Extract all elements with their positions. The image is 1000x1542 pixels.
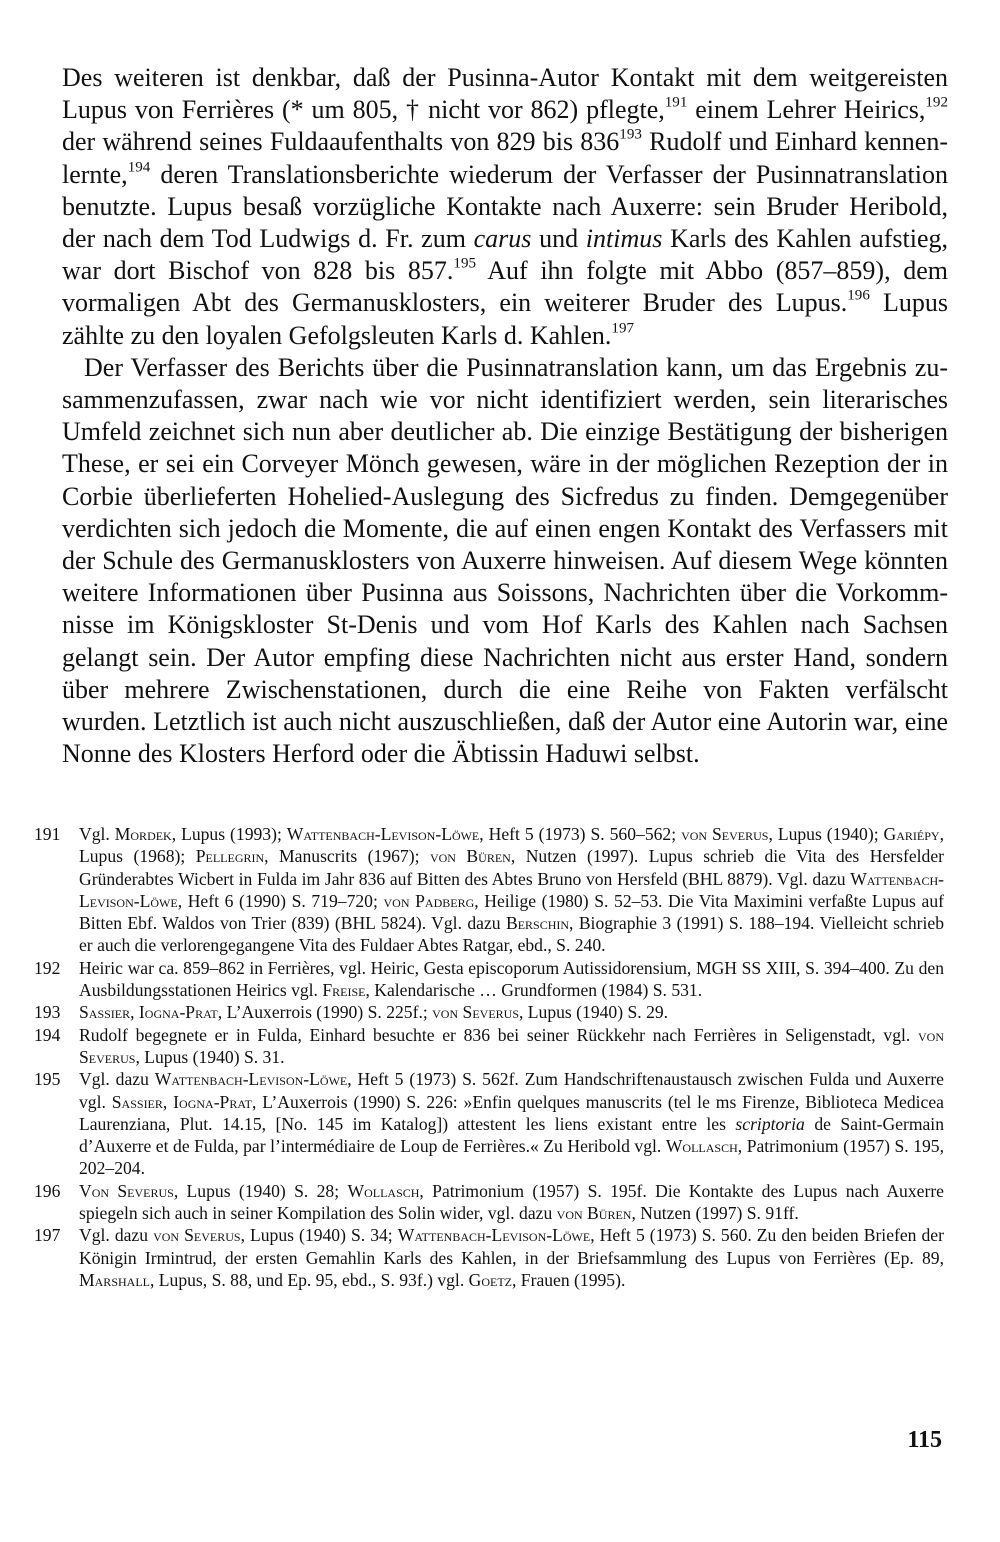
paragraph-text: Karls des Kahlen aufstieg, war dort Bischof von 828 bis 857. [62,224,949,286]
footnote-text: Rudolf begegnete er in Fulda, Einhard besuchte er 836 bei seiner Rückkehr nach Ferrières in Seligenstadt, vgl. [79,1024,918,1045]
footnote-author-name: von Severus [681,824,769,844]
footnote-194 [34,1024,944,1069]
footnote-text: , L’Auxerrois (1990) S. 226: »Enfin quelques manuscrits (tel le ms Firenze, Biblioteca Medicea Laurenziana, Plut. 14.15, [No. 145 im Katalog]) attestent les liens existant entre les [79,1091,944,1134]
paragraph-text: einem Lehrer Heirics, [687,95,926,125]
footnote-text: , Patrimonium (1957) S. 195, 202–204. [79,1136,945,1179]
footnote-191 [34,823,944,957]
footnote-italic: scriptoria [735,1113,805,1134]
footnote-author-name: Goetz [468,1269,512,1290]
footnote-number: 196 [34,1180,61,1201]
footnote-number: 195 [34,1069,61,1090]
footnote-text: , Heft 5 (1973) S. 560–562; [479,824,682,844]
footnote-text: , L’Auxerrois (1990) S. 225f.; [217,1002,433,1023]
footnote-text: Vgl. dazu [79,1069,155,1090]
footnote-author-name: von Padberg [383,890,475,911]
paragraph-text: Des weiteren ist denkbar, daß der Pusinna-Autor Kontakt mit dem weitgereisten Lupus von Ferrières (* um 805, † nicht vor 862) pflegte, [62,63,948,125]
footnote-text: de Saint-Germain d’Auxerre et de Fulda, par l’intermédiaire de Loup de Ferrières.« Zu Heribold vgl. [79,1113,944,1157]
footnote-text: , Lupus (1940) S. 31. [135,1046,285,1067]
footnote-number: 197 [34,1225,61,1246]
footnote-author-name: Mordek [114,824,172,844]
italic-term: intimus [585,224,663,254]
footnote-195 [34,1068,944,1179]
footnote-author-name: Wattenbach-Levison-Löwe [286,824,480,844]
footnote-text: , Lupus (1940) S. 29. [519,1002,669,1023]
footnote-192 [34,957,944,1002]
footnote-author-name: Wollasch [665,1136,738,1157]
footnote-author-name: von Büren [556,1203,632,1224]
footnote-author-name: Wattenbach-Levison-Löwe [397,1225,591,1246]
footnote-number: 193 [34,1002,61,1023]
footnote-author-name: Wattenbach-Levison-Löwe [154,1069,348,1090]
footnote-text: , Frauen (1995). [512,1269,626,1290]
footnote-text: , Heilige (1980) S. 52–53. Die Vita Maximini verfaßte Lupus auf Bitten Ebf. Waldos von Trier (839) (BHL 5824). Vgl. dazu [79,890,944,934]
footnote-author-name: Pellegrin [195,846,265,867]
footnote-text: , Nutzen (1997). Lupus schrieb die Vita des Hersfelder Gründerabtes Wicbert in Fulda im Jahr 836 auf Bitten des Abtes Bruno von Hersfeld (BHL 8879). Vgl. dazu [79,846,944,889]
footnote-reference: 196 [847,288,870,305]
page-number: 115 [907,1427,942,1453]
footnote-number: 192 [34,957,61,978]
footnote-text: , Lupus (1940) S. 34; [240,1225,398,1246]
paragraph-text: Auf ihn folgte mit Abbo (857–859), dem vormaligen Abt des Germanusklosters, ein weiterer Bruder des Lupus. [62,256,948,318]
footnote-author-name: Von Severus [79,1180,174,1201]
italic-term: carus [473,224,532,254]
footnote-193 [34,1001,944,1023]
footnote-text: , Manuscrits (1967); [264,846,430,867]
footnote-number: 191 [34,824,61,844]
footnote-text: , Lupus (1940) S. 28; [173,1180,348,1201]
paragraph-text: deren Translationsberichte wiederum der Verfasser der Pusinnatranslation benutzte. Lupus besaß vorzügliche Kontakte nach Auxerre: sein Bruder Heribold, der nach dem Tod Ludwigs d. Fr. zum [62,159,948,254]
footnote-author-name: Gariépy [883,824,940,844]
footnote-196 [34,1180,944,1225]
footnote-text: , Lupus (1993); [171,824,287,844]
footnote-reference: 194 [127,159,151,176]
footnote-text: , Heft 5 (1973) S. 560. Zu den beiden Briefen der Königin Irmintrud, der ersten Gemahlin Karls des Kahlen, in der Briefsammlung des Lupus von Ferrières (Ep. 89, [79,1225,944,1268]
footnote-author-name: Freise [322,980,366,1001]
footnote-number: 194 [34,1024,61,1045]
footnote-author-name: Sassier, Iogna-Prat [111,1091,253,1112]
footnote-text: , Lupus, S. 88, und Ep. 95, ebd., S. 93f.) vgl. [149,1269,469,1290]
paragraph-text: der während seines Fuldaaufenthalts von 829 bis 836 [62,127,620,157]
footnote-reference: 192 [925,94,948,111]
footnote-text: , Nutzen (1997) S. 91ff. [631,1203,799,1224]
footnote-author-name: von Severus [432,1002,519,1023]
footnote-author-name: von Severus [153,1225,241,1246]
footnote-text: , Lupus (1940); [768,824,884,844]
footnote-author-name: von Severus [79,1024,944,1067]
footnote-text: , Heft 5 (1973) S. 562f. Zum Handschriftenaustausch zwischen Fulda und Auxerre vgl. [79,1069,944,1112]
paragraph-text: Rudolf und Einhard kennenlernte, [62,127,949,189]
footnote-text: Heiric war ca. 859–862 in Ferrières, vgl. Heiric, Gesta episcoporum Autissidorensium, MGH SS XIII, S. 394–400. Zu den Ausbildungsstationen Heirics vgl. [79,957,944,1001]
footnote-reference: 191 [664,94,688,111]
footnote-reference: 193 [619,127,642,144]
footnote-author-name: Wollasch [347,1180,420,1201]
footnotes-section [34,823,944,1291]
footnote-text: , Patrimonium (1957) S. 195f. Die Kontakte des Lupus nach Auxerre spiegeln sich auch in seiner Kompilation des Solin wider, vgl. dazu [79,1180,944,1224]
footnote-text: , Heft 6 (1990) S. 719–720; [177,890,384,911]
footnote-reference: 197 [611,320,635,337]
paragraph-text: und [531,224,586,254]
footnote-text: , Biographie 3 (1991) S. 188–194. Vielleicht schrieb er auch die verlorengegangene Vita des Fuldaer Abtes Ratgar, ebd., S. 240. [79,913,944,956]
footnote-text: Vgl. dazu [79,1225,154,1246]
paragraph-text: Lupus zählte zu den loyalen Gefolgsleuten Karls d. Kahlen. [62,288,949,350]
footnote-author-name: Marshall [79,1269,150,1290]
footnote-author-name: Berschin [505,913,570,934]
body-paragraph-2: Der Verfasser des Berichts über die Pusinnatranslation kann, um das Ergebnis zusammenzufassen, zwar nach wie vor nicht identifiziert werden, sein literarisches Umfeld zeichnet sich nun aber deutlicher ab. Die einzige Bestätigung der bisherigen These, er sei ein Corveyer Mönch gewesen, wäre in der möglichen Rezeption der in Corbie überlieferten Hohelied-Auslegung des Sicfredus zu finden. Demgegenüber verdichten sich jedoch die Momente, die auf einen engen Kontakt des Verfassers mit der Schule des Germanusklosters von Auxerre hinweisen. Auf diesem Wege könnten weitere Informationen über Pusinna aus Soissons, Nachrichten über die Vorkommnisse im Königskloster St-Denis und vom Hof Karls des Kahlen nach Sachsen gelangt sein. Der Autor empfing diese Nachrichten nicht aus erster Hand, sondern über mehrere Zwischenstationen, durch die eine Reihe von Fakten verfälscht wurden. Letztlich ist auch nicht auszuschließen, daß der Autor eine Autorin war, eine Nonne des Klosters Herford oder die Äbtissin Haduwi selbst. [62,352,948,769]
footnote-text: Vgl. [79,824,115,844]
footnote-text: , Kalendarische … Grundformen (1984) S. 531. [365,980,703,1001]
footnote-author-name: Sassier, Iogna-Prat [79,1002,218,1023]
footnote-197 [34,1224,944,1291]
footnote-text: , Lupus (1968); [79,824,944,867]
body-paragraph-1 [62,62,948,352]
footnote-author-name: von Büren [429,846,511,867]
footnote-author-name: Wattenbach-Levison-Löwe [79,868,944,911]
main-text [62,62,948,770]
footnote-reference: 195 [453,255,477,272]
